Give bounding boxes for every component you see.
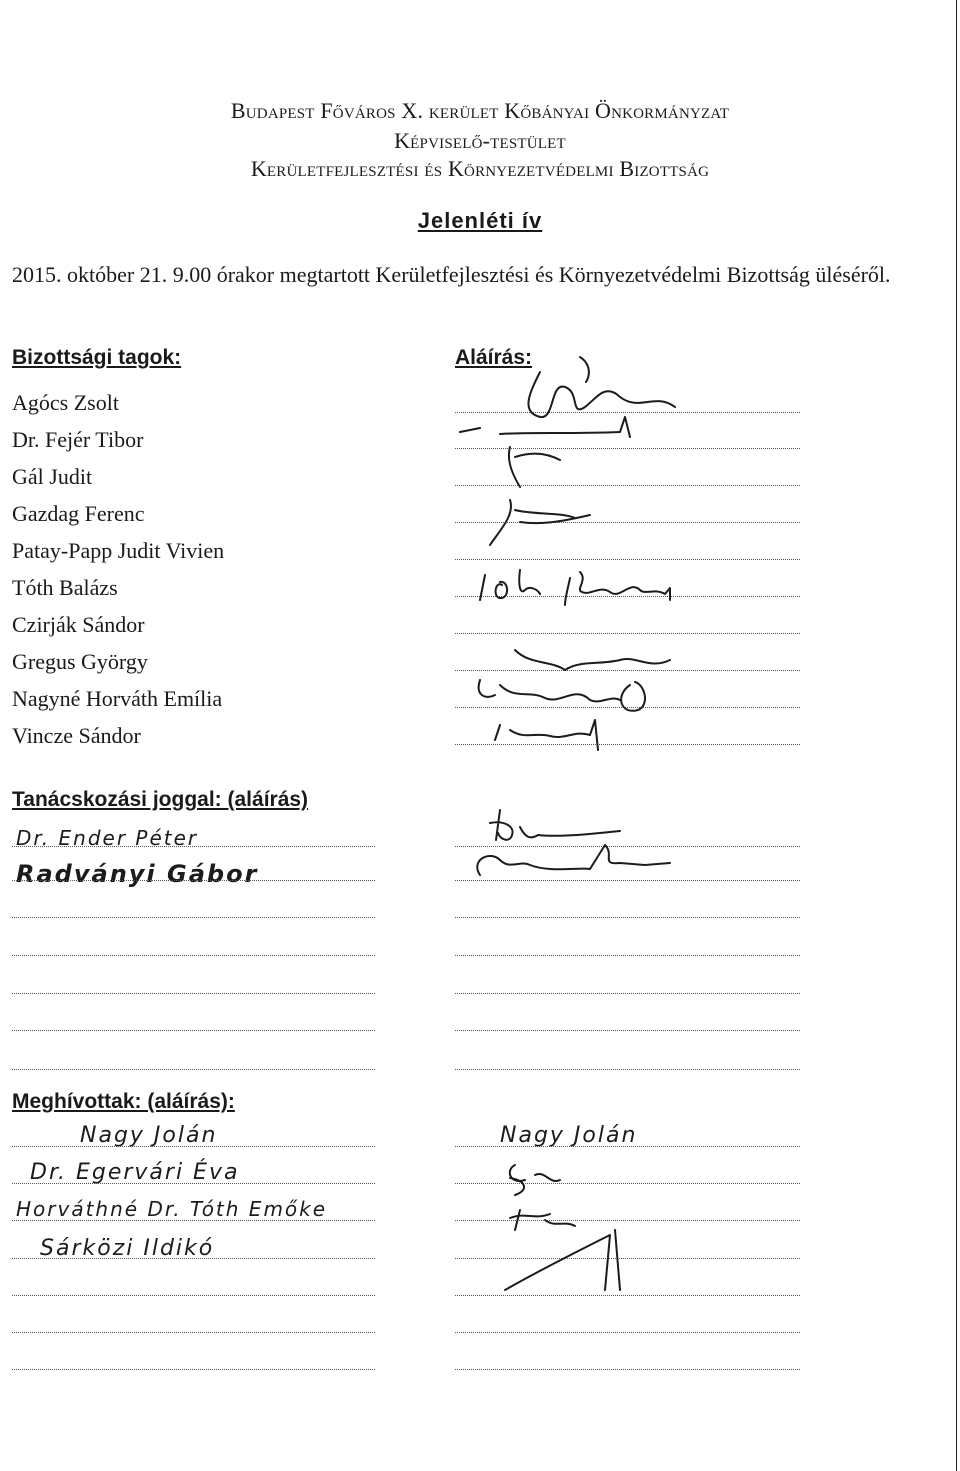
invited-name-handwritten: Sárközi Ildikó bbox=[40, 1236, 215, 1261]
invited-line bbox=[12, 1295, 375, 1296]
invited-line bbox=[12, 1332, 375, 1333]
advisory-line bbox=[12, 1030, 375, 1031]
member-name: Dr. Fejér Tibor bbox=[12, 427, 144, 452]
member-name: Czirják Sándor bbox=[12, 612, 145, 637]
advisory-signature-line bbox=[455, 917, 800, 918]
member-name: Gregus György bbox=[12, 649, 148, 674]
header-body: Képviselő-testület bbox=[394, 128, 566, 153]
signature-heading: Aláírás: bbox=[455, 346, 533, 369]
advisory-signature-line bbox=[455, 993, 800, 994]
members-heading: Bizottsági tagok: bbox=[12, 346, 182, 369]
advisory-line bbox=[12, 1069, 375, 1070]
invited-name-handwritten: Nagy Jolán bbox=[80, 1123, 218, 1148]
advisory-heading: Tanácskozási joggal: (aláírás) bbox=[12, 788, 309, 811]
header-municipality: Budapest Főváros X. kerület Kőbányai Önkormányzat bbox=[230, 98, 730, 123]
signature-advisory bbox=[470, 805, 730, 885]
advisory-line bbox=[12, 880, 375, 881]
advisory-name-handwritten: Radványi Gábor bbox=[16, 860, 259, 888]
signature-line bbox=[455, 633, 800, 634]
member-name: Patay-Papp Judit Vivien bbox=[12, 538, 225, 563]
signature-toth bbox=[470, 560, 700, 610]
invited-name-handwritten: Horváthné Dr. Tóth Emőke bbox=[16, 1197, 328, 1221]
member-name: Tóth Balázs bbox=[12, 575, 118, 600]
advisory-signature-line bbox=[455, 1030, 800, 1031]
invited-signature-handwritten: Nagy Jolán bbox=[500, 1123, 638, 1148]
advisory-line bbox=[12, 955, 375, 956]
invited-line bbox=[12, 1258, 375, 1259]
invited-signature-line bbox=[455, 1332, 800, 1333]
signature-group bbox=[470, 640, 710, 760]
document-title: Jelenléti ív bbox=[417, 208, 543, 233]
signature-invited bbox=[490, 1150, 690, 1300]
advisory-name-handwritten: Dr. Ender Péter bbox=[16, 826, 199, 850]
member-name: Gazdag Ferenc bbox=[12, 501, 145, 526]
invited-line bbox=[12, 1220, 375, 1221]
advisory-signature-line bbox=[455, 955, 800, 956]
invited-signature-line bbox=[455, 1146, 800, 1147]
advisory-line bbox=[12, 917, 375, 918]
invited-line bbox=[12, 1146, 375, 1147]
member-name: Gál Judit bbox=[12, 464, 93, 489]
member-name: Nagyné Horváth Emília bbox=[12, 686, 223, 711]
member-name: Agócs Zsolt bbox=[12, 390, 119, 415]
invited-heading: Meghívottak: (aláírás): bbox=[12, 1090, 235, 1113]
invited-name-handwritten: Dr. Egervári Éva bbox=[30, 1160, 240, 1185]
advisory-line bbox=[12, 993, 375, 994]
invited-line bbox=[12, 1369, 375, 1370]
signature-agocs bbox=[470, 352, 700, 492]
member-name: Vincze Sándor bbox=[12, 723, 141, 748]
advisory-signature-line bbox=[455, 1069, 800, 1070]
invited-line bbox=[12, 1183, 375, 1184]
signature-gazdag bbox=[480, 500, 600, 550]
invited-signature-line bbox=[455, 1369, 800, 1370]
advisory-line bbox=[12, 846, 375, 847]
header-committee: Kerületfejlesztési és Környezetvédelmi Bizottság bbox=[250, 156, 710, 181]
document-intro: 2015. október 21. 9.00 órakor megtartott Kerületfejlesztési és Környezetvédelmi Bizottság üléséről. bbox=[12, 262, 891, 287]
